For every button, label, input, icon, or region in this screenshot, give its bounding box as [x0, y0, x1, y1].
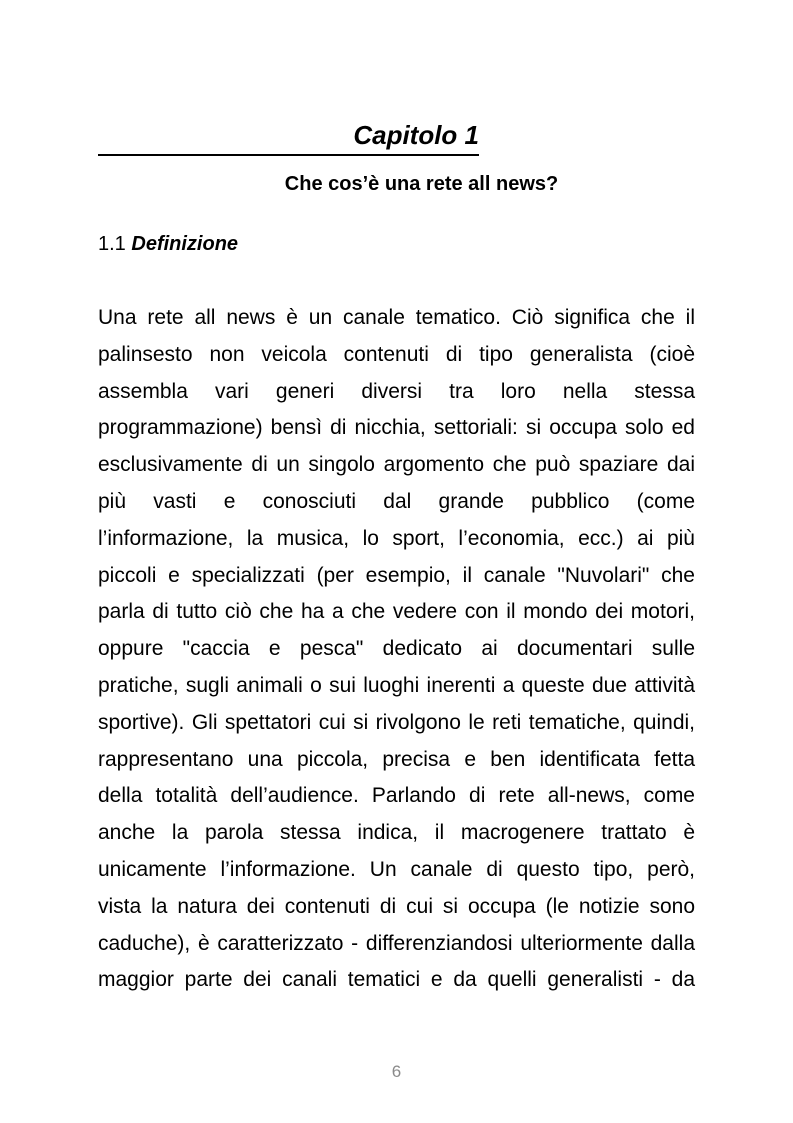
body-line: esclusivamente di un singolo argomento che può spaziare dai: [98, 453, 695, 477]
body-line: sportive). Gli spettatori cui si rivolgono le reti tematiche, quindi,: [98, 710, 695, 734]
chapter-header: [98, 118, 479, 156]
section-heading: [98, 232, 238, 256]
body-line: maggior parte dei canali tematici e da quelli generalisti - da: [98, 968, 695, 992]
chapter-title: Capitolo 1: [353, 120, 479, 150]
body-line: vista la natura dei contenuti di cui si occupa (le notizie sono: [98, 894, 695, 918]
section-number: 1.1: [98, 233, 126, 255]
chapter-subtitle: [0, 172, 793, 196]
body-line: della totalità dell’audience. Parlando di rete all-news, come: [98, 784, 695, 808]
section-title: Definizione: [131, 233, 239, 255]
body-line: caduche), è caratterizzato - differenziandosi ulteriormente dalla: [98, 931, 695, 955]
body-line: rappresentano una piccola, precisa e ben identificata fetta: [98, 747, 695, 771]
body-line: più vasti e conosciuti dal grande pubblico (come: [98, 489, 695, 513]
body-line: pratiche, sugli animali o sui luoghi inerenti a queste due attività: [98, 673, 695, 697]
body-line: programmazione) bensì di nicchia, settoriali: si occupa solo ed: [98, 416, 695, 440]
body-line: Una rete all news è un canale tematico. Ciò significa che il: [98, 306, 695, 329]
body-line: l’informazione, la musica, lo sport, l’economia, ecc.) ai più: [98, 526, 695, 550]
chapter-subtitle-text: Che cos’è una rete all news?: [284, 173, 559, 195]
page-number: 6: [391, 1062, 402, 1081]
body-paragraph: [98, 300, 695, 999]
body-line: unicamente l’informazione. Un canale di questo tipo, però,: [98, 857, 695, 881]
body-line: parla di tutto ciò che ha a che vedere con il mondo dei motori,: [98, 600, 695, 624]
body-line: piccoli e specializzati (per esempio, il canale "Nuvolari" che: [98, 563, 695, 587]
body-line: oppure "caccia e pesca" dedicato ai documentari sulle: [98, 637, 695, 661]
body-line: assembla vari generi diversi tra loro nella stessa: [98, 379, 695, 403]
body-line: palinsesto non veicola contenuti di tipo generalista (cioè: [98, 342, 695, 366]
body-line: anche la parola stessa indica, il macrogenere trattato è: [98, 821, 695, 845]
